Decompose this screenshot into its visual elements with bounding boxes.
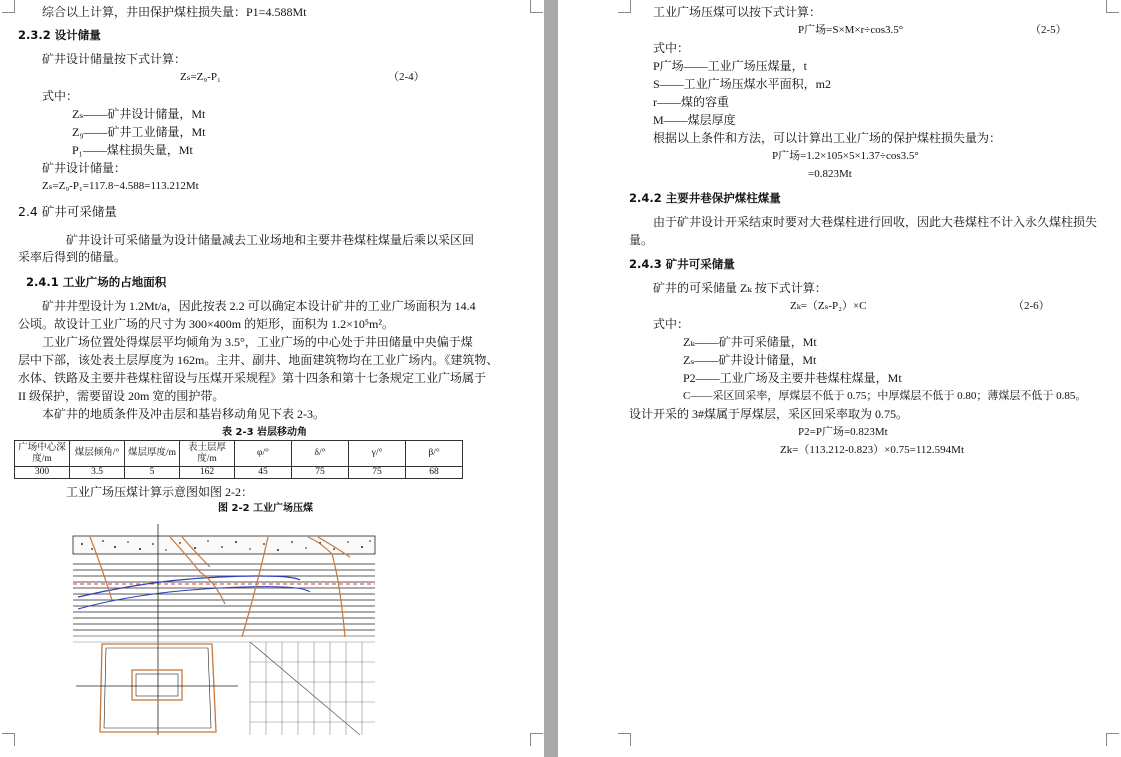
definition: P2——工业广场及主要井巷煤柱煤量，Mt [683,371,902,385]
formula-number: （2-4） [388,71,425,83]
summary-line: 综合以上计算，井田保护煤柱损失量：P1=4.588Mt [42,5,307,19]
paragraph: 量。 [629,233,654,247]
where-label: 式中： [653,41,690,55]
table-cell: 68 [406,467,463,479]
heading-2-4-3: 2.4.3 矿井可采储量 [629,257,735,271]
definition: Zₛ——矿井设计储量，Mt [72,107,206,121]
table-cell: 75 [349,467,406,479]
definition: Zₛ——矿井设计储量，Mt [683,353,817,367]
diagonal-line [250,642,360,735]
paragraph: 水体、铁路及主要井巷煤柱留设与压煤开采规程》第十四条和第十七条规定工业广场属于 [18,371,487,385]
definition: r——煤的容重 [653,95,729,109]
calc-line: P2=P广场=0.823Mt [798,426,888,438]
crop-mark [2,0,15,13]
definition: Z₉——矿井工业储量，Mt [72,125,206,139]
paragraph: 矿井设计储量： [42,161,127,175]
paragraph: 设计开采的 3#煤属于厚煤层，采区回采率取为 0.75。 [629,407,909,421]
page-gutter [544,0,558,757]
design-calc: Zₛ=Z₉-P₁=117.8−4.588=113.212Mt [42,180,199,192]
paragraph: 工业广场压煤计算示意图如图 2-2： [66,485,253,499]
table-row [15,467,463,479]
calc-line: =0.823Mt [808,168,852,180]
crop-mark [530,0,543,13]
crop-mark [1106,733,1119,746]
paragraph: 矿井设计可采储量为设计储量减去工业场地和主要井巷煤柱煤量后乘以采区回 [66,233,475,247]
table-cell: 75 [292,467,349,479]
crop-mark [618,733,631,746]
left-page [0,0,544,757]
table-cell: 3.5 [70,467,125,479]
paragraph: 根据以上条件和方法，可以计算出工业广场的保护煤柱损失量为： [653,131,1002,145]
paragraph: 工业广场压煤可以按下式计算： [653,5,822,19]
table-header-row [15,441,463,467]
definition: C——采区回采率，厚煤层不低于 0.75；中厚煤层不低于 0.80；薄煤层不低于 0.85。 [683,390,1087,402]
table-cell: 5 [125,467,180,479]
paragraph: II 级保护，需要留设 20m 宽的围护带。 [18,389,225,403]
table-header-cell: 表土层厚度/m [180,441,235,467]
paragraph: 矿井设计储量按下式计算： [42,52,187,66]
paragraph: 矿井的可采储量 Zₖ 按下式计算： [653,281,827,295]
heading-2-4-2: 2.4.2 主要井巷保护煤柱煤量 [629,191,781,205]
formula-2-4: Zₛ=Z₉-P₁ [180,71,221,83]
table-cell: 162 [180,467,235,479]
where-label: 式中： [42,89,79,103]
heading-2-3-2: 2.3.2 设计储量 [18,28,101,42]
table-cell: 45 [235,467,292,479]
formula-number: （2-6） [1013,300,1050,312]
paragraph: 本矿井的地质条件及冲击层和基岩移动角见下表 2-3。 [42,407,325,421]
table-header-cell: γ/° [349,441,406,467]
strata-lines [73,564,375,630]
definition: Zₖ——矿井可采储量，Mt [683,335,817,349]
table-header-cell: 煤层厚度/m [125,441,180,467]
crop-mark [1106,0,1119,13]
definition: P₁——煤柱损失量，Mt [72,143,193,157]
crop-mark [618,0,631,13]
table-caption: 表 2-3 岩层移动角 [222,427,308,438]
paragraph: 由于矿井设计开采结束时要对大巷煤柱进行回收，因此大巷煤柱不计入永久煤柱损失 [653,215,1098,229]
formula-number: （2-5） [1030,24,1067,36]
strata-table [14,440,463,479]
paragraph: 采率后得到的储量。 [18,250,127,264]
calc-line: Zk=（113.212-0.823）×0.75=112.594Mt [780,444,965,456]
heading-2-4: 2.4 矿井可采储量 [18,204,117,219]
paragraph: 矿井井型设计为 1.2Mt/a，因此按表 2.2 可以确定本设计矿井的工业广场面积为 14.4 [42,299,476,313]
table-header-cell: 煤层倾角/° [70,441,125,467]
plan-grid [73,642,375,735]
where-label: 式中： [653,317,690,331]
definition: P广场——工业广场压煤量，t [653,59,808,73]
table-header-cell: β/° [406,441,463,467]
industrial-square-figure [70,522,380,737]
table-header-cell: 广场中心深度/m [15,441,70,467]
heading-2-4-1: 2.4.1 工业广场的占地面积 [26,275,167,289]
crop-mark [2,733,15,746]
table-cell: 300 [15,467,70,479]
square-rect-inner [136,674,178,696]
figure-caption: 图 2-2 工业广场压煤 [218,503,314,514]
definition: M——煤层厚度 [653,113,736,127]
formula-2-5: P广场=S×M×r÷cos3.5° [798,24,904,36]
paragraph: 公顷。故设计工业广场的尺寸为 300×400m 的矩形，面积为 1.2×10⁵m²。 [18,317,394,331]
protection-inner-outline [104,648,211,728]
right-page [558,0,1121,757]
table-header-cell: φ/° [235,441,292,467]
calc-line: P广场=1.2×105×5×1.37÷cos3.5° [772,150,919,162]
formula-2-6: Zₖ=（Zₛ-P₂）×C [790,300,867,312]
square-rect-outer [132,670,182,700]
table-header-cell: δ/° [292,441,349,467]
paragraph: 工业广场位置处得煤层平均倾角为 3.5°，工业广场的中心处于井田储量中央偏于煤 [42,335,473,349]
definition: S——工业广场压煤水平面积，m2 [653,77,832,91]
crop-mark [530,733,543,746]
paragraph: 层中下部，该处表土层厚度为 162m。主井、副井、地面建筑物均在工业广场内。《建筑物、 [18,353,499,367]
